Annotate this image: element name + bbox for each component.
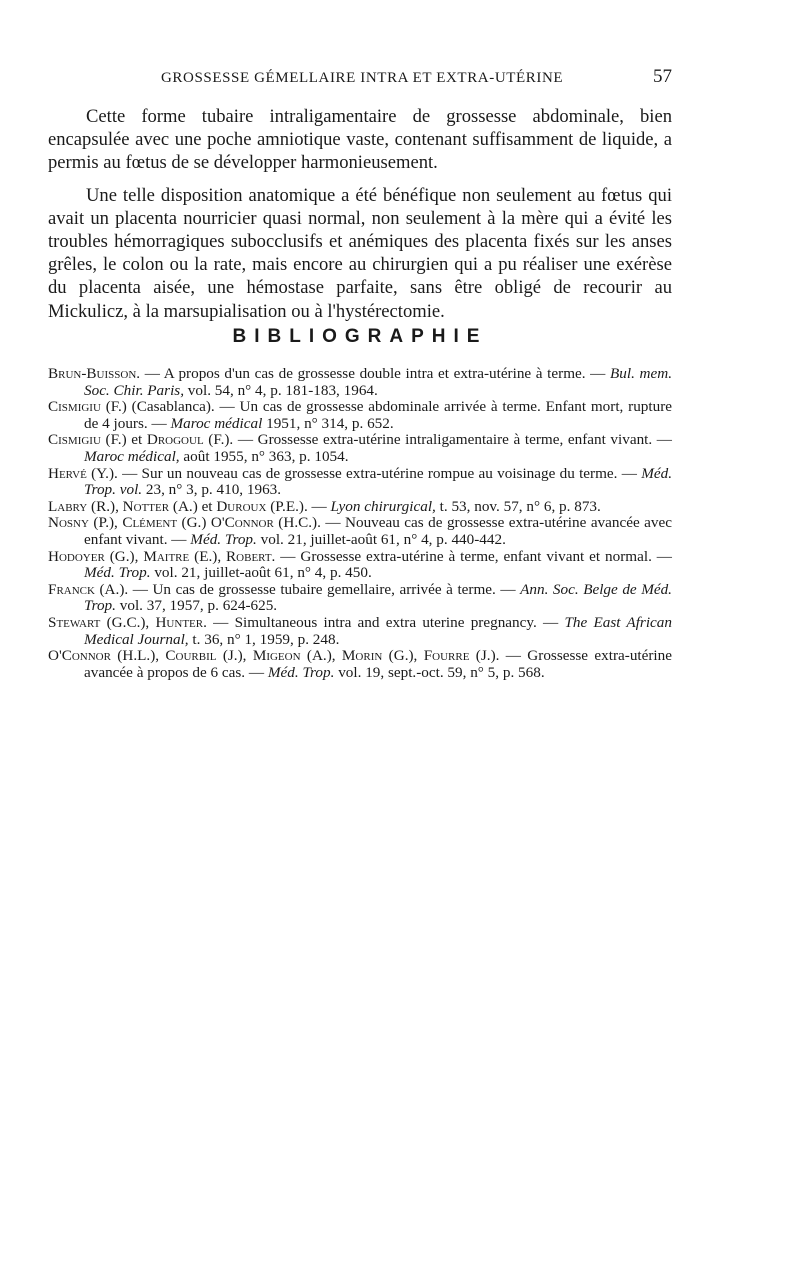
entry-details: t. 36, n° 1, 1959, p. 248.: [188, 630, 340, 648]
journal-name: Méd. Trop.: [84, 564, 151, 582]
author-name: Drogoul: [146, 431, 204, 449]
author-name: Clément: [122, 514, 178, 532]
bibliography-entry: [48, 615, 672, 648]
author-name: Maitre: [143, 547, 190, 565]
author-name: Labry: [48, 497, 88, 515]
page-number: 57: [653, 66, 672, 87]
bibliography-list: [48, 366, 672, 681]
author-name: Hodoyer: [48, 547, 105, 565]
bibliography-entry: [48, 432, 672, 465]
entry-text: (G.),: [382, 647, 424, 665]
entry-text: (R.),: [87, 497, 123, 515]
entry-text: (A.). — Un cas de grossesse tubaire gemellaire, arrivée à terme. —: [94, 580, 521, 598]
entry-text: — Simultaneous intra and extra uterine pregnancy. —: [206, 613, 565, 631]
bibliography-entry: [48, 499, 672, 516]
entry-text: (G.),: [104, 547, 144, 565]
entry-text: (E.),: [189, 547, 227, 565]
entry-details: 1951, n° 314, p. 652.: [262, 414, 394, 432]
author-name: Nosny: [48, 514, 89, 532]
entry-details: 23, n° 3, p. 410, 1963.: [142, 481, 282, 499]
paragraph: Cette forme tubaire intraligamentaire de grossesse abdominale, bien encapsulée avec une poche amniotique vaste, contenant suffisamment de liquide, a permis au fœtus de se développer harmonieusement.: [48, 106, 672, 174]
journal-name: Lyon chirurgical,: [330, 497, 436, 515]
entry-text: (F.) (Casablanca). — Un cas de grossesse abdominale arrivée à terme. Enfant mort, rupture de 4 jours. —: [84, 398, 672, 432]
entry-text: (G.): [177, 514, 211, 532]
bibliography-entry: [48, 366, 672, 399]
author-name: Cismigiu: [48, 431, 101, 449]
entry-details: vol. 21, juillet-août 61, n° 4, p. 450.: [150, 564, 372, 582]
author-name: Hunter.: [155, 613, 207, 631]
author-name: Morin: [341, 647, 383, 665]
entry-details: t. 53, nov. 57, n° 6, p. 873.: [435, 497, 601, 515]
journal-name: Maroc médical: [170, 414, 263, 432]
author-name: Stewart: [48, 613, 101, 631]
entry-text: (F.) et: [100, 431, 147, 449]
bibliography-entry: [48, 466, 672, 499]
entry-text: (J.). — Grossesse extra-utérine avancée à propos de 6 cas. —: [84, 647, 672, 681]
entry-text: — Grossesse extra-utérine à terme, enfant vivant et normal. —: [275, 547, 672, 565]
entry-text: (H.C.). — Nouveau cas de grossesse extra-utérine avancée avec enfant vivant. —: [84, 514, 672, 548]
entry-text: — A propos d'un cas de grossesse double intra et extra-utérine à terme. —: [140, 365, 610, 382]
bibliography-entry: [48, 549, 672, 582]
entry-text: (A.) et: [169, 497, 217, 515]
journal-name: Méd. Trop. vol.: [84, 464, 672, 499]
entry-text: (Y.). — Sur un nouveau cas de grossesse extra-utérine rompue au voisinage du terme. —: [86, 464, 642, 482]
author-name: Notter: [122, 497, 170, 515]
entry-details: vol. 19, sept.-oct. 59, n° 5, p. 568.: [334, 663, 545, 681]
author-name: Duroux: [216, 497, 267, 515]
entry-details: août 1955, n° 363, p. 1054.: [179, 447, 349, 465]
body-text: [48, 105, 672, 332]
author-name: Brun-Buisson.: [48, 365, 141, 382]
author-name: Courbil: [165, 647, 217, 665]
journal-name: Méd. Trop.: [190, 530, 257, 548]
journal-name: Méd. Trop.: [267, 663, 335, 681]
journal-name: Maroc médical,: [84, 447, 180, 465]
entry-details: vol. 21, juillet-août 61, n° 4, p. 440-442.: [256, 530, 506, 548]
entry-text: (P.E.). —: [266, 497, 331, 515]
author-name: Cismigiu: [48, 398, 101, 416]
bibliography-entry: [48, 515, 672, 548]
entry-details: vol. 54, n° 4, p. 181-183, 1964.: [184, 381, 378, 399]
bibliography-entry: [48, 399, 672, 432]
entry-text: (F.). — Grossesse extra-utérine intraligamentaire à terme, enfant vivant. —: [203, 431, 672, 449]
author-name: Robert.: [226, 547, 276, 565]
entry-text: (P.),: [88, 514, 123, 532]
author-name: Fourre: [423, 647, 470, 665]
running-title: GROSSESSE GÉMELLAIRE INTRA ET EXTRA-UTÉRINE: [161, 70, 564, 86]
journal-name: Bul. mem. Soc. Chir. Paris,: [84, 365, 672, 399]
author-name: O'Connor: [210, 514, 274, 532]
paragraph: Une telle disposition anatomique a été bénéfique non seulement au fœtus qui avait un placenta nourricier quasi normal, non seulement à la mère qui a évité les troubles hémorragiques subocclusifs et anémiques des placenta fixés sur les anses grêles, le colon ou la rate, mais encore au chirurgien qui a pu réaliser une exérèse du placenta aisée, une hémostase parfaite, sans être obligé de recourir au Mickulicz, à la marsupialisation ou à l'hystérectomie.: [48, 184, 672, 322]
entry-text: (H.L.),: [110, 647, 166, 665]
journal-name: The East African Medical Journal,: [84, 613, 672, 648]
author-name: Migeon: [252, 647, 301, 665]
entry-text: (J.),: [216, 647, 253, 665]
author-name: O'Connor: [48, 647, 111, 665]
entry-text: (G.C.),: [100, 613, 156, 631]
entry-details: vol. 37, 1957, p. 624-625.: [115, 597, 278, 615]
entry-text: (A.),: [300, 647, 342, 665]
bibliography-entry: [48, 582, 672, 615]
journal-name: Ann. Soc. Belge de Méd. Trop.: [84, 580, 672, 615]
author-name: Hervé: [48, 464, 87, 482]
bibliography-entry: [48, 648, 672, 681]
author-name: Franck: [48, 580, 95, 598]
bibliography-title: BIBLIOGRAPHIE: [232, 326, 488, 347]
